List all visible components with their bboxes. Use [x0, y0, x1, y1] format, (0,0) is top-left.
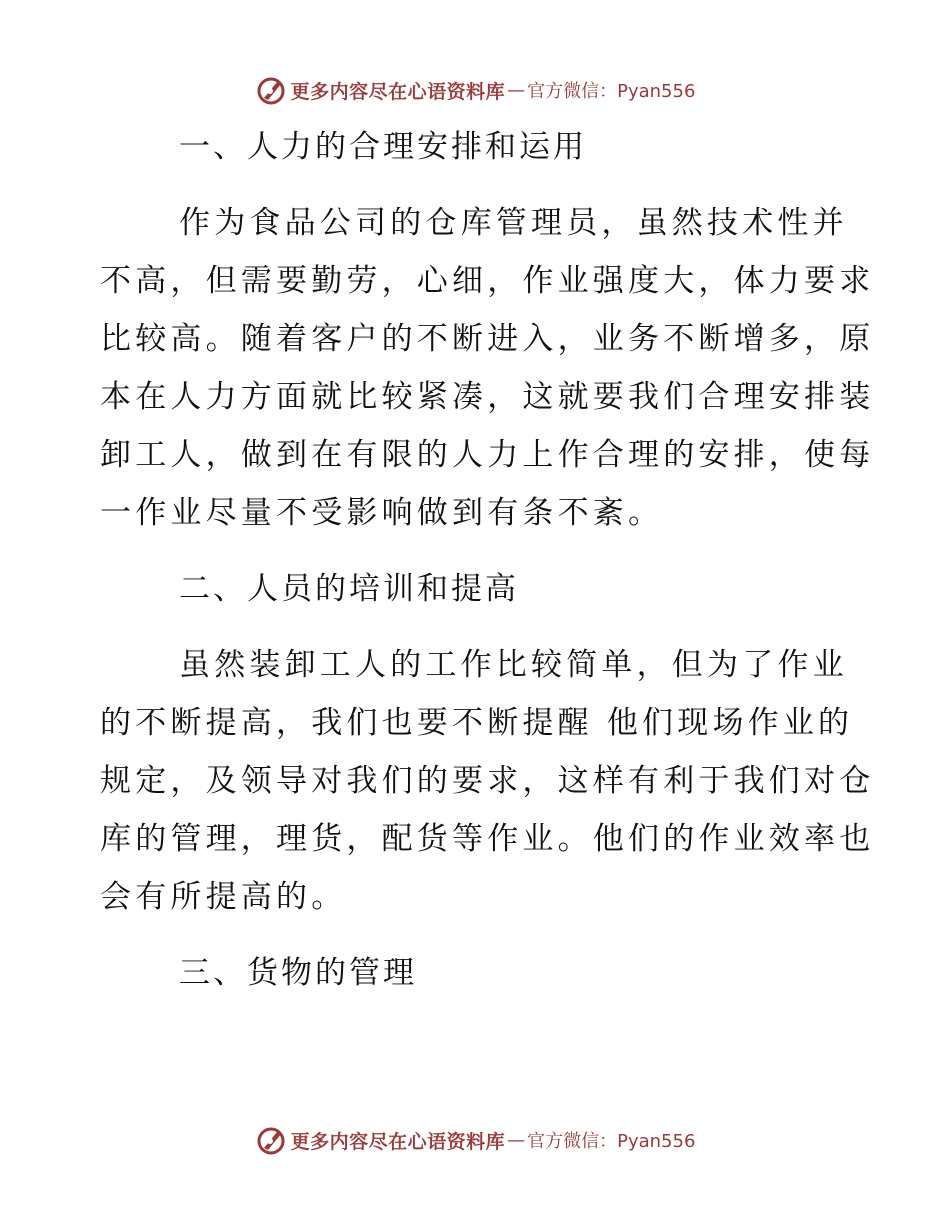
footer-banner: [0, 1120, 950, 1160]
banner-separator: —: [507, 79, 526, 101]
banner-title: 更多内容尽在心语资料库: [290, 80, 506, 103]
section-heading: 一、人力的合理安排和运用: [179, 129, 587, 165]
banner-separator: —: [507, 1129, 526, 1151]
section-heading: 三、货物的管理: [179, 955, 417, 991]
paragraph-line: 作为食品公司的仓库管理员，虽然技术性并: [179, 205, 848, 241]
brush-logo-icon: [255, 74, 287, 106]
paragraph-line: 卸工人，做到在有限的人力上作合理的安排，使每: [100, 437, 875, 473]
paragraph-line: 一作业尽量不受影响做到有条不紊。: [100, 495, 664, 531]
document-body: [100, 118, 875, 1002]
paragraph-line: 会有所提高的。: [100, 879, 347, 915]
paragraph-line: 的不断提高，我们也要不断提醒 他们现场作业的: [100, 705, 854, 741]
paragraph-line: 不高，但需要勤劳，心细，作业强度大，体力要求: [100, 263, 875, 299]
paragraph-line: 库的管理，理货，配货等作业。他们的作业效率也: [100, 821, 875, 857]
brush-logo-icon: [255, 1124, 287, 1156]
section-heading: 二、人员的培训和提高: [179, 571, 519, 607]
banner-title: 更多内容尽在心语资料库: [290, 1130, 506, 1153]
banner-wechat: 官方微信：Pyan556: [527, 1131, 696, 1152]
paragraph-line: 比较高。随着客户的不断进入，业务不断增多，原: [100, 321, 875, 357]
header-banner: [0, 70, 950, 110]
paragraph-line: 虽然装卸工人的工作比较简单，但为了作业: [179, 647, 848, 683]
paragraph-line: 规定，及领导对我们的要求，这样有利于我们对仓: [100, 763, 875, 799]
paragraph-line: 本在人力方面就比较紧凑，这就要我们合理安排装: [100, 379, 875, 415]
banner-wechat: 官方微信：Pyan556: [527, 81, 696, 102]
